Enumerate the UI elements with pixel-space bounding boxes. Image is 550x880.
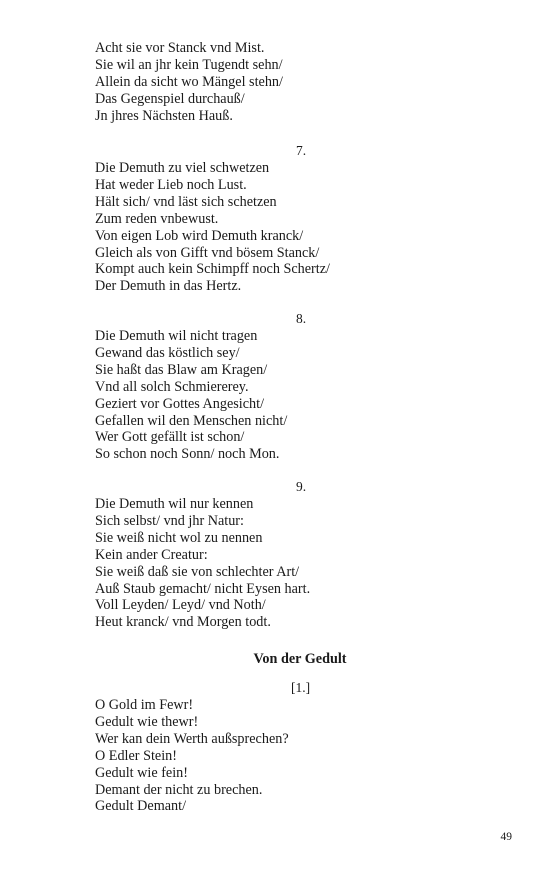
verse-line: Demant der nicht zu brechen. (95, 781, 263, 798)
verse-line: O Gold im Fewr! (95, 697, 194, 713)
verse-line: Die Demuth wil nicht tragen (95, 328, 258, 344)
section-title: Von der Gedult (253, 651, 347, 667)
verse-line: Kompt auch kein Schimpff noch Schertz/ (95, 261, 330, 278)
verse-line: Geziert vor Gottes Angesicht/ (95, 395, 265, 412)
stanza-number-8: 8. (296, 311, 307, 326)
verse-line: Vnd all solch Schmiererey. (95, 378, 249, 395)
verse-line: So schon noch Sonn/ noch Mon. (95, 446, 280, 463)
verse-line: Kein ander Creatur: (95, 546, 208, 563)
verse-line: Voll Leyden/ Leyd/ vnd Noth/ (95, 597, 266, 614)
stanza-7 (95, 160, 515, 295)
verse-line: Gedult Demant/ (95, 798, 187, 815)
verse-line: Sie haßt das Blaw am Kragen/ (95, 361, 268, 378)
page-number: 49 (500, 831, 512, 843)
verse-line: Sie weiß nicht wol zu nennen (95, 529, 263, 546)
verse-line: Von eigen Lob wird Demuth kranck/ (95, 227, 304, 244)
verse-line: Gefallen wil den Menschen nicht/ (95, 412, 288, 429)
stanza-8 (95, 328, 515, 463)
verse-line: Heut kranck/ vnd Morgen todt. (95, 614, 271, 631)
verse-line: Die Demuth zu viel schwetzen (95, 160, 270, 176)
verse-line: Sie wil an jhr kein Tugendt sehn/ (95, 56, 283, 73)
stanza-number-7: 7. (296, 143, 307, 158)
verse-line: Jn jhres Nächsten Hauß. (95, 107, 233, 124)
verse-line: Allein da sicht wo Mängel stehn/ (95, 73, 283, 90)
verse-line: Gedult wie fein! (95, 764, 188, 781)
stanza-9 (95, 496, 515, 631)
verse-line: Wer Gott gefällt ist schon/ (95, 429, 245, 446)
verse-line: Sie weiß daß sie von schlechter Art/ (95, 563, 300, 580)
verse-line: Gedult wie thewr! (95, 713, 199, 730)
verse-line: Auß Staub gemacht/ nicht Eysen hart. (95, 580, 311, 597)
stanza-number-9: 9. (296, 479, 307, 494)
verse-line: Hält sich/ vnd läst sich schetzen (95, 193, 277, 210)
verse-line: Das Gegenspiel durchauß/ (95, 90, 245, 107)
verse-line: Hat weder Lieb noch Lust. (95, 176, 247, 193)
verse-line: Der Demuth in das Hertz. (95, 278, 242, 295)
verse-line: Die Demuth wil nur kennen (95, 496, 254, 512)
verse-line: Gleich als von Gifft vnd bösem Stanck/ (95, 244, 320, 261)
gedult-stanza-1 (95, 697, 515, 815)
verse-line: Sich selbst/ vnd jhr Natur: (95, 512, 244, 529)
verse-line: Gewand das köstlich sey/ (95, 344, 240, 361)
verse-line: O Edler Stein! (95, 747, 177, 764)
verse-line: Zum reden vnbewust. (95, 210, 219, 227)
verse-line: Wer kan dein Werth außsprechen? (95, 730, 289, 747)
stanza-number-1: [1.] (291, 680, 311, 695)
verse-line: Acht sie vor Stanck vnd Mist. (95, 40, 265, 56)
stanza-continuation (95, 40, 515, 125)
